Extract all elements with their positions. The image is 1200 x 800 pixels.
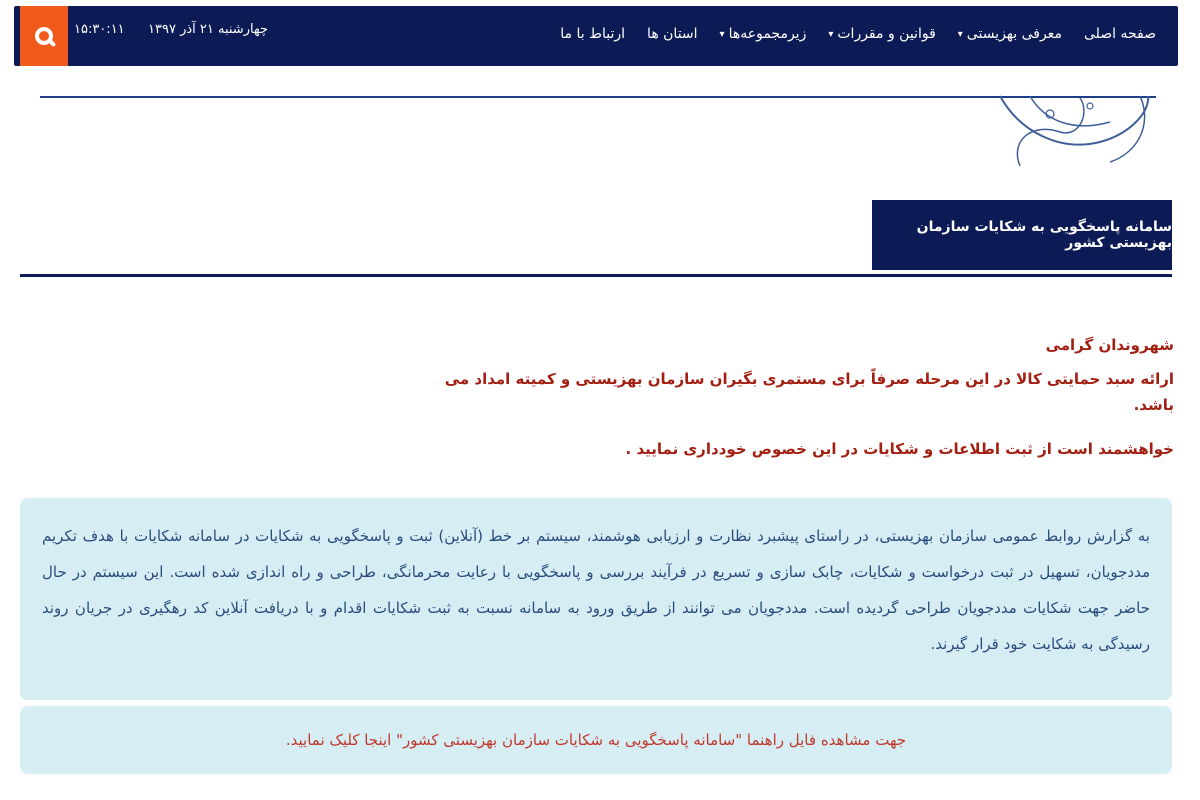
title-divider	[20, 274, 1172, 277]
header-date: چهارشنبه ۲۱ آذر ۱۳۹۷	[148, 22, 268, 37]
page-title: سامانه پاسخگویی به شکایات سازمان بهزیستی کشور	[872, 200, 1172, 270]
header-divider	[40, 96, 1156, 98]
nav-laws-label: قوانین و مقررات	[837, 26, 936, 42]
guide-file-link[interactable]: جهت مشاهده فایل راهنما "سامانه پاسخگویی به شکایات سازمان بهزیستی کشور" اینجا کلیک نمایید.	[285, 731, 907, 749]
nav-provinces[interactable]	[647, 26, 698, 42]
info-text: به گزارش روابط عمومی سازمان بهزیستی، در راستای پیشبرد نظارت و ارزیابی هوشمند، سیستم بر خط (آنلاین) ثبت و پاسخگویی به شکایات در سامانه شکایات با هدف تکریم مددجویان، تسهیل در ثبت درخواست و شکایات، چابک سازی و تسریع در فرآیند بررسی و پاسخگویی با رعایت محرمانگی، طراحی و راه اندازی شده است. این سیستم در حال حاضر جهت شکایات مددجویان طراحی گردیده است. مددجویان می توانند از طریق ورود به سامانه نسبت به ثبت شکایات اقدام و با دریافت آنلاین کد رهگیری در جریان روند رسیدگی به شکایت خود قرار گیرند.	[42, 527, 1150, 653]
nav-subsidiaries[interactable]	[720, 26, 807, 42]
chevron-down-icon: ▾	[719, 28, 725, 40]
notice-greeting: شهروندان گرامی	[1045, 336, 1174, 354]
main-nav	[560, 26, 1156, 42]
nav-contact-label: ارتباط با ما	[560, 26, 626, 42]
nav-home[interactable]	[1084, 26, 1156, 42]
chevron-down-icon: ▾	[957, 28, 963, 40]
chevron-down-icon: ▾	[828, 28, 834, 40]
nav-laws[interactable]	[828, 26, 935, 42]
guide-panel	[20, 706, 1172, 774]
search-icon	[35, 27, 53, 45]
info-panel	[20, 498, 1172, 700]
nav-contact[interactable]	[560, 26, 625, 42]
notice-line-2: خواهشمند است از ثبت اطلاعات و شکایات در این خصوص خودداری نمایید .	[625, 440, 1174, 458]
nav-subsidiaries-label: زیرمجموعه‌ها	[728, 26, 807, 42]
search-button[interactable]	[20, 6, 68, 66]
header-clock: ۱۵:۳۰:۱۱	[74, 22, 125, 37]
nav-about-label: معرفی بهزیستی	[966, 26, 1062, 42]
notice-line-1: ارائه سبد حمایتی کالا در این مرحله صرفاً برای مستمری بگیران سازمان بهزیستی و کمیته امداد می باشد.	[444, 370, 1174, 414]
nav-about[interactable]	[958, 26, 1062, 42]
nav-home-label: صفحه اصلی	[1083, 26, 1156, 42]
citizen-notice	[414, 332, 1174, 480]
calligraphy-ornament-icon	[990, 92, 1156, 170]
nav-provinces-label: استان ها	[647, 26, 698, 42]
